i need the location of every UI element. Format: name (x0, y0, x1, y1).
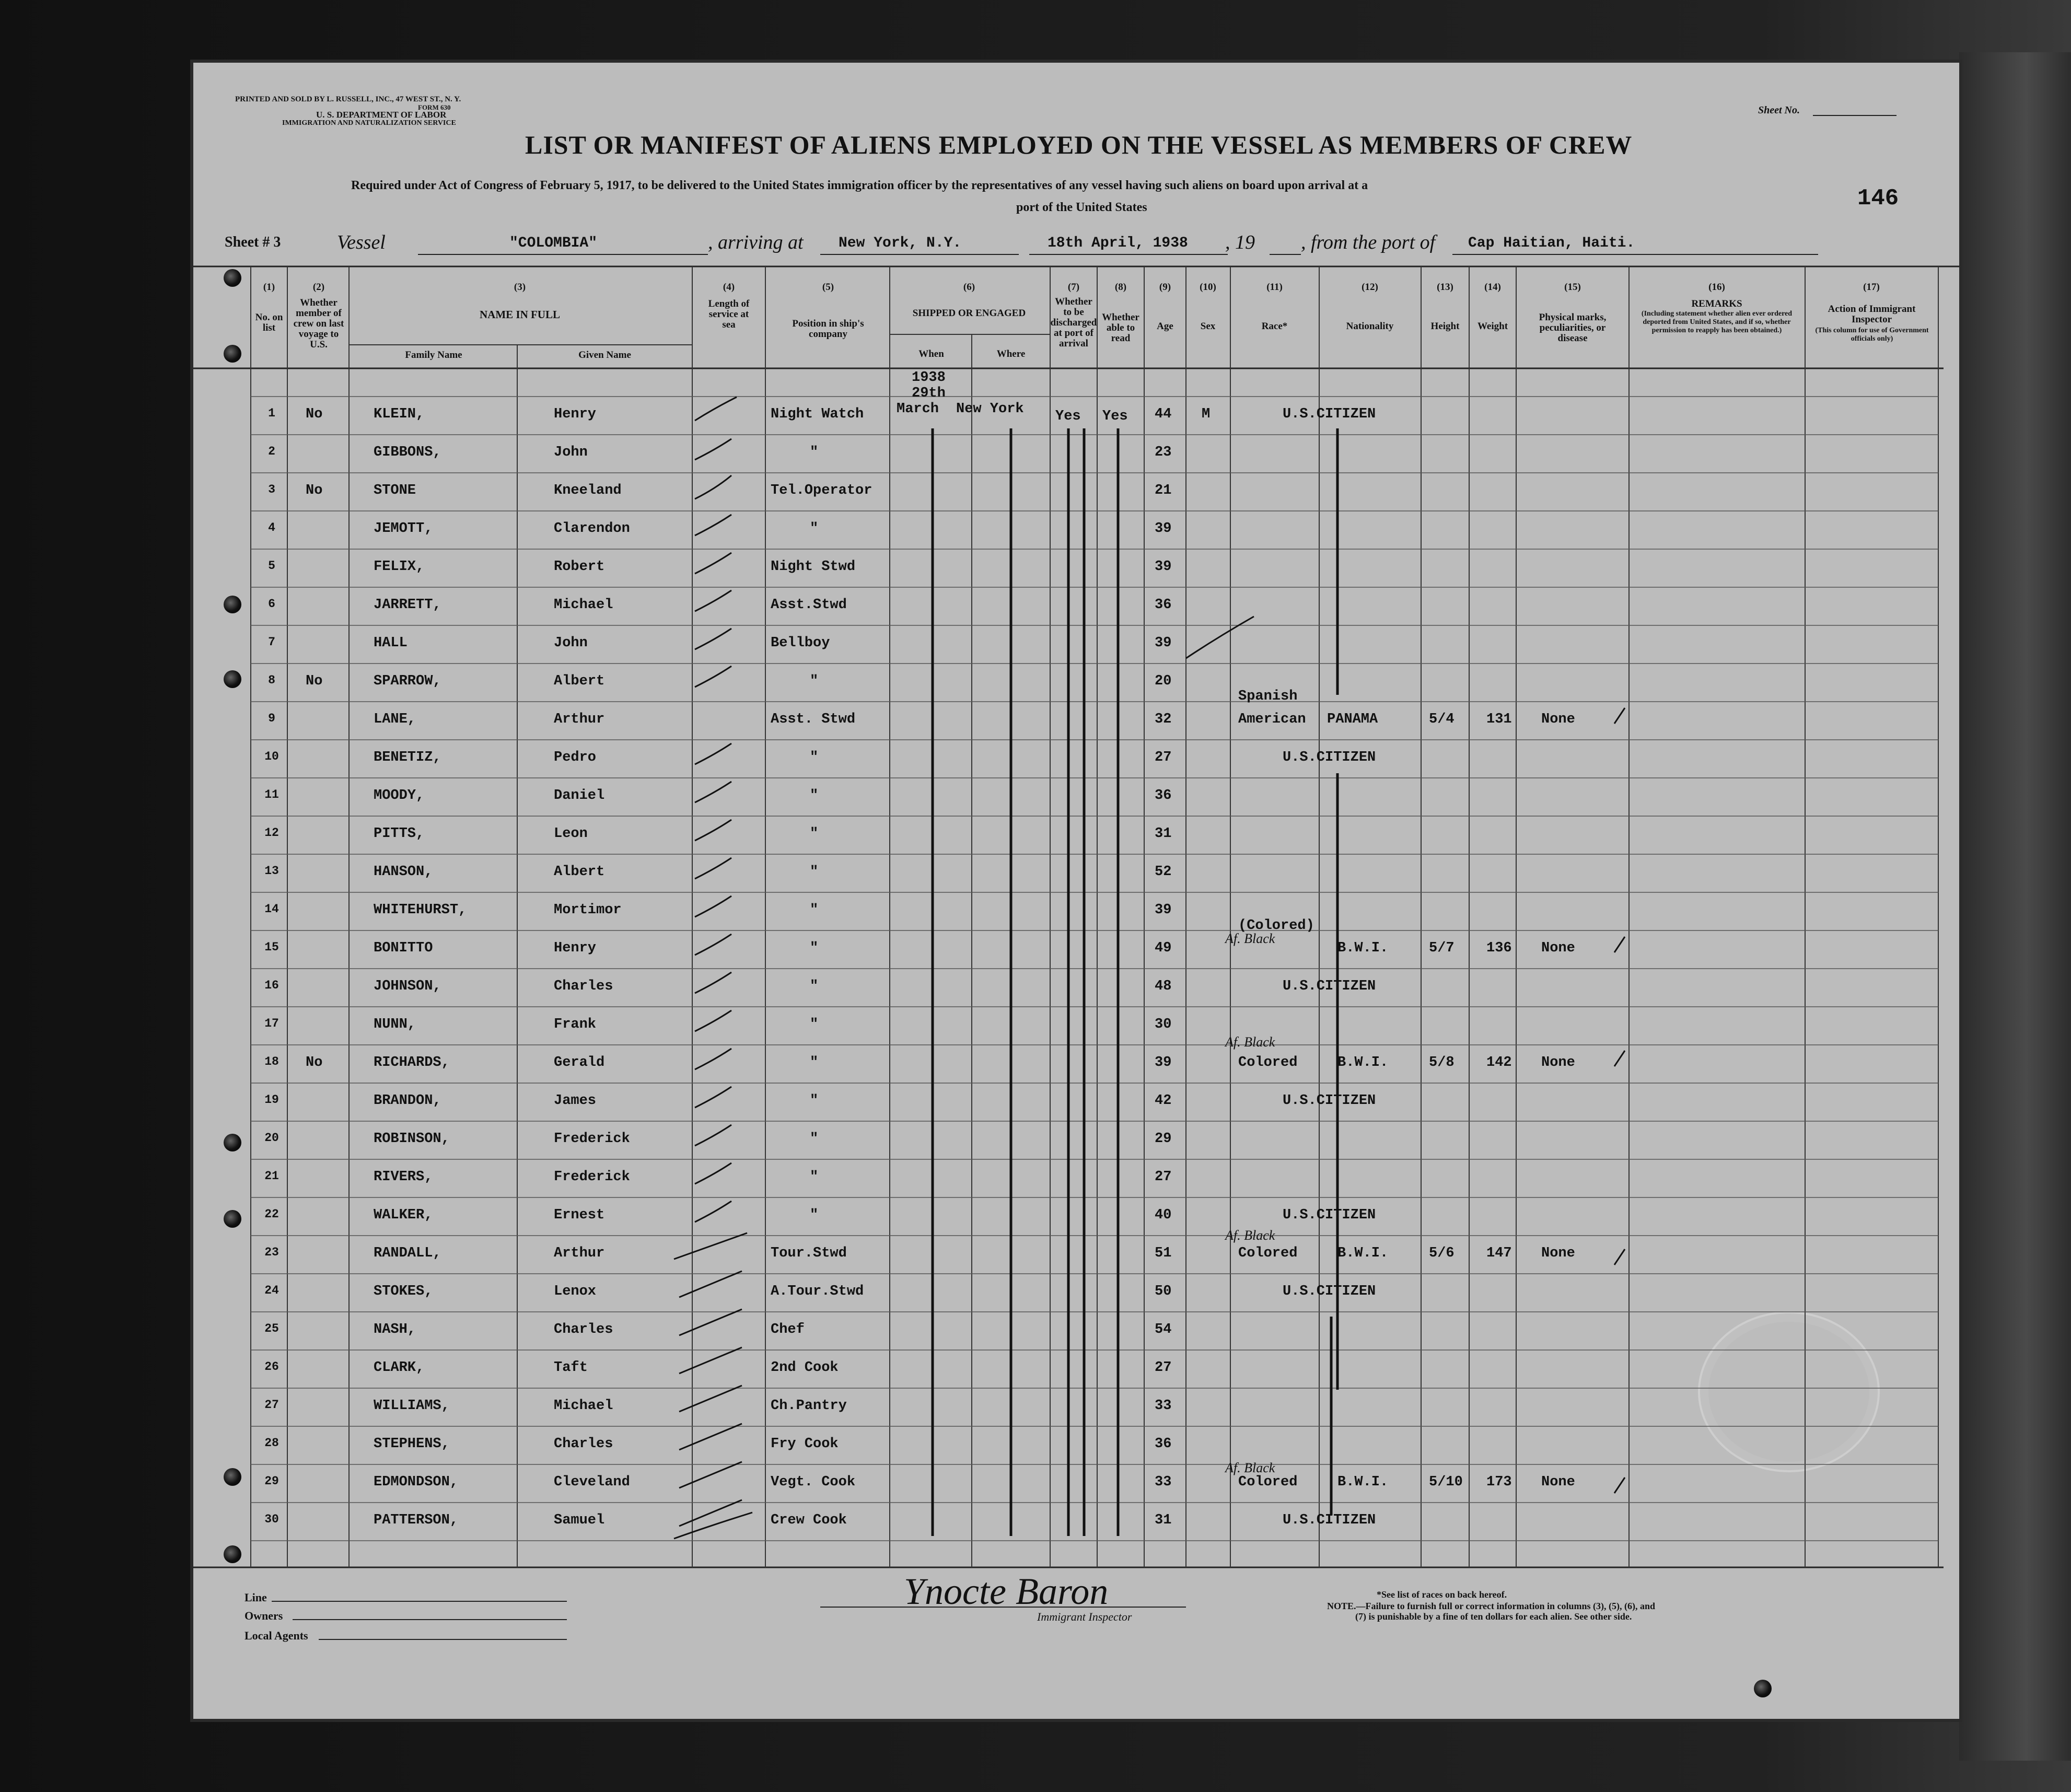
height: 5/8 (1429, 1055, 1455, 1070)
position: " (810, 902, 819, 918)
age: 31 (1155, 1512, 1172, 1528)
position: " (810, 1131, 819, 1147)
position: 2nd Cook (771, 1360, 839, 1376)
col8-num: (8) (1114, 282, 1127, 293)
given-name: Samuel (554, 1512, 605, 1528)
age: 44 (1155, 406, 1172, 422)
prev-voyage: No (306, 406, 323, 422)
position: " (810, 1169, 819, 1185)
col1-header: No. on list (255, 312, 283, 333)
prev-voyage: No (306, 1055, 323, 1070)
weight: 142 (1486, 1055, 1512, 1070)
race-handwritten-af-black: Af. Black (1225, 931, 1275, 946)
given-name: Arthur (554, 712, 605, 727)
position: " (810, 521, 819, 537)
position: Chef (771, 1322, 805, 1337)
footer-agents-rule (319, 1639, 567, 1640)
shipped-day: 29th (912, 386, 946, 401)
family-name: ROBINSON, (374, 1131, 450, 1147)
family-name: BENETIZ, (374, 750, 441, 765)
given-name: Cleveland (554, 1474, 630, 1490)
discharged-yes: Yes (1055, 409, 1081, 424)
position: Night Stwd (771, 559, 856, 575)
col13-num: (13) (1437, 282, 1453, 293)
footer-owners-rule (293, 1619, 567, 1620)
given-name: Daniel (554, 788, 605, 804)
given-name: Robert (554, 559, 605, 575)
shipped-month: March (897, 401, 939, 417)
col3-given-header: Given Name (578, 350, 631, 360)
given-name: Leon (554, 826, 588, 842)
race-colored-paren: (Colored) (1238, 918, 1314, 934)
physical-marks: None (1541, 1246, 1575, 1261)
note-line2: (7) is punishable by a fine of ten dollars for each alien. See other side. (1355, 1611, 1632, 1622)
row-number: 27 (264, 1398, 279, 1412)
nationality: B.W.I. (1337, 1055, 1389, 1070)
race: Colored (1238, 1246, 1298, 1261)
age: 33 (1155, 1398, 1172, 1414)
col3-num: (3) (514, 282, 526, 293)
position: A.Tour.Stwd (771, 1284, 864, 1299)
position: " (810, 826, 819, 842)
col15-num: (15) (1564, 282, 1581, 293)
sheet-no-label: Sheet No. (1758, 104, 1800, 116)
nationality: B.W.I. (1337, 1474, 1389, 1490)
age: 20 (1155, 673, 1172, 689)
given-name: Frank (554, 1017, 597, 1032)
row-number: 9 (268, 712, 275, 725)
given-name: Michael (554, 1398, 613, 1414)
physical-marks: None (1541, 940, 1575, 956)
col6-where-header: Where (996, 348, 1026, 359)
physical-marks: None (1541, 1474, 1575, 1490)
nationality: U.S.CITIZEN (1283, 750, 1376, 765)
position: Night Watch (771, 406, 864, 422)
department-line: U. S. DEPARTMENT OF LABOR (316, 110, 447, 120)
family-name: HALL (374, 635, 408, 651)
family-name: EDMONDSON, (374, 1474, 459, 1490)
family-name: SPARROW, (374, 673, 441, 689)
year-label: , 19 (1225, 231, 1255, 253)
row-number: 19 (264, 1093, 279, 1107)
age: 39 (1155, 902, 1172, 918)
note-races: *See list of races on back hereof. (1377, 1589, 1507, 1600)
given-name: Frederick (554, 1169, 630, 1185)
family-name: WILLIAMS, (374, 1398, 450, 1414)
able-to-read-yes: Yes (1102, 409, 1128, 424)
given-name: Kneeland (554, 483, 622, 498)
given-name: Frederick (554, 1131, 630, 1147)
given-name: Albert (554, 673, 605, 689)
position: Asst.Stwd (771, 597, 847, 613)
age: 30 (1155, 1017, 1172, 1032)
col10-num: (10) (1200, 282, 1216, 293)
nationality: U.S.CITIZEN (1283, 1284, 1376, 1299)
row-number: 30 (264, 1512, 279, 1526)
age: 39 (1155, 1055, 1172, 1070)
given-name: Clarendon (554, 521, 630, 537)
sex: M (1202, 406, 1211, 422)
race-handwritten-af-black: Af. Black (1225, 1034, 1275, 1050)
position: " (810, 750, 819, 765)
family-name: HANSON, (374, 864, 433, 880)
col2-header: Whether member of crew on last voyage to U.S. (293, 297, 344, 350)
age: 29 (1155, 1131, 1172, 1147)
col17-num: (17) (1863, 282, 1880, 293)
shipped-where: New York (956, 401, 1024, 417)
arriving-label: , arriving at (708, 231, 804, 253)
row-number: 1 (268, 406, 275, 420)
col2-num: (2) (312, 282, 325, 293)
col16-subheader: (Including statement whether alien ever ordered deported from United States, and if so, whether permission to reapply has been obtained.) (1641, 310, 1793, 334)
position: " (810, 864, 819, 880)
age: 33 (1155, 1474, 1172, 1490)
row-number: 23 (264, 1246, 279, 1259)
family-name: RICHARDS, (374, 1055, 450, 1070)
given-name: Mortimor (554, 902, 622, 918)
col5-header: Position in ship's company (792, 318, 864, 340)
position: " (810, 788, 819, 804)
row-number: 15 (264, 940, 279, 954)
age: 40 (1155, 1207, 1172, 1223)
form-label: FORM 630 (418, 103, 451, 111)
height: 5/7 (1429, 940, 1455, 956)
age: 54 (1155, 1322, 1172, 1337)
weight: 136 (1486, 940, 1512, 956)
col5-num: (5) (822, 282, 834, 293)
given-name: Pedro (554, 750, 597, 765)
inspector-label: Immigrant Inspector (1037, 1610, 1132, 1623)
position: " (810, 1055, 819, 1070)
row-number: 13 (264, 864, 279, 878)
age: 39 (1155, 559, 1172, 575)
row-number: 29 (264, 1474, 279, 1488)
family-name: GIBBONS, (374, 445, 441, 460)
physical-marks: None (1541, 712, 1575, 727)
age: 48 (1155, 979, 1172, 994)
family-name: NUNN, (374, 1017, 416, 1032)
age: 52 (1155, 864, 1172, 880)
age: 31 (1155, 826, 1172, 842)
given-name: Taft (554, 1360, 588, 1376)
position: Vegt. Cook (771, 1474, 856, 1490)
given-name: John (554, 635, 588, 651)
position: Bellboy (771, 635, 830, 651)
col6-num: (6) (963, 282, 975, 293)
position: Ch.Pantry (771, 1398, 847, 1414)
col4-num: (4) (723, 282, 735, 293)
family-name: PITTS, (374, 826, 425, 842)
col4-header: Length of service at sea (708, 298, 750, 330)
page-title: LIST OR MANIFEST OF ALIENS EMPLOYED ON THE VESSEL AS MEMBERS OF CREW (525, 130, 1633, 159)
col9-num: (9) (1159, 282, 1171, 293)
col14-header: Weight (1477, 321, 1508, 332)
race: American (1238, 712, 1306, 727)
position: Asst. Stwd (771, 712, 856, 727)
col17-header: Action of Immigrant Inspector (1828, 304, 1916, 325)
row-number: 18 (264, 1055, 279, 1068)
position: Fry Cook (771, 1436, 839, 1452)
family-name: JOHNSON, (374, 979, 441, 994)
family-name: RIVERS, (374, 1169, 433, 1185)
nationality: PANAMA (1327, 712, 1378, 727)
row-number: 7 (268, 635, 275, 649)
nationality: B.W.I. (1337, 1246, 1389, 1261)
col11-num: (11) (1266, 282, 1283, 293)
position: " (810, 673, 819, 689)
given-name: Charles (554, 979, 613, 994)
prev-voyage: No (306, 673, 323, 689)
position: " (810, 1017, 819, 1032)
row-number: 28 (264, 1436, 279, 1450)
inspector-signature: Ynocte Baron (904, 1570, 1109, 1612)
col8-header: Whether able to read (1102, 312, 1139, 344)
nationality: U.S.CITIZEN (1283, 979, 1376, 994)
row-number: 26 (264, 1360, 279, 1374)
age: 36 (1155, 788, 1172, 804)
family-name: MOODY, (374, 788, 425, 804)
family-name: JEMOTT, (374, 521, 433, 537)
row-number: 5 (268, 559, 275, 573)
col1-num: (1) (263, 282, 275, 293)
age: 42 (1155, 1093, 1172, 1109)
age: 51 (1155, 1246, 1172, 1261)
row-number: 20 (264, 1131, 279, 1145)
col14-num: (14) (1484, 282, 1501, 293)
row-number: 24 (264, 1284, 279, 1297)
col3-header: NAME IN FULL (479, 308, 560, 321)
weight: 147 (1486, 1246, 1512, 1261)
race-spanish: Spanish (1238, 689, 1298, 704)
footer-line-rule (272, 1601, 567, 1602)
position: " (810, 1207, 819, 1223)
col15-header: Physical marks, peculiarities, or disease (1539, 312, 1607, 344)
row-number: 4 (268, 521, 275, 534)
row-number: 22 (264, 1207, 279, 1221)
nationality: U.S.CITIZEN (1283, 1207, 1376, 1223)
family-name: STOKES, (374, 1284, 433, 1299)
family-name: WALKER, (374, 1207, 433, 1223)
row-number: 25 (264, 1322, 279, 1335)
race: Colored (1238, 1474, 1298, 1490)
subtitle-line1: Required under Act of Congress of February 5, 1917, to be delivered to the United States immigration officer by the representatives of any vessel having such aliens on board upon arrival at a (351, 179, 1368, 192)
weight: 131 (1486, 712, 1512, 727)
page-number: 146 (1857, 185, 1899, 212)
given-name: Charles (554, 1436, 613, 1452)
family-name: FELIX, (374, 559, 425, 575)
row-number: 10 (264, 750, 279, 763)
row-number: 2 (268, 445, 275, 458)
position: " (810, 445, 819, 460)
row-number: 16 (264, 979, 279, 992)
col13-header: Height (1430, 321, 1460, 332)
col9-header: Age (1157, 321, 1173, 332)
family-name: NASH, (374, 1322, 416, 1337)
footer-owners-label: Owners (245, 1609, 283, 1622)
given-name: Ernest (554, 1207, 605, 1223)
age: 49 (1155, 940, 1172, 956)
age: 36 (1155, 1436, 1172, 1452)
col11-header: Race* (1261, 321, 1288, 332)
position: " (810, 940, 819, 956)
family-name: WHITEHURST, (374, 902, 467, 918)
nationality: U.S.CITIZEN (1283, 1512, 1376, 1528)
position: " (810, 979, 819, 994)
col6-header: SHIPPED OR ENGAGED (912, 308, 1026, 319)
position: Tel.Operator (771, 483, 872, 498)
nationality: U.S.CITIZEN (1283, 1093, 1376, 1109)
age: 27 (1155, 1360, 1172, 1376)
col17-subheader: (This column for use of Government officials only) (1815, 327, 1929, 343)
row-number: 6 (268, 597, 275, 611)
col3-family-header: Family Name (405, 350, 462, 360)
given-name: Henry (554, 940, 597, 956)
printer-line: PRINTED AND SOLD BY L. RUSSELL, INC., 47 WEST ST., N. Y. (235, 95, 461, 103)
age: 39 (1155, 635, 1172, 651)
given-name: Henry (554, 406, 597, 422)
age: 27 (1155, 750, 1172, 765)
race-handwritten-af-black: Af. Black (1225, 1228, 1275, 1243)
height: 5/6 (1429, 1246, 1455, 1261)
col7-header: Whether to be discharged at port of arrival (1050, 296, 1097, 349)
given-name: Arthur (554, 1246, 605, 1261)
footer-agents-label: Local Agents (245, 1629, 308, 1642)
from-port-label: , from the port of (1301, 231, 1436, 253)
nationality: U.S.CITIZEN (1283, 406, 1376, 422)
age: 50 (1155, 1284, 1172, 1299)
family-name: PATTERSON, (374, 1512, 459, 1528)
weight: 173 (1486, 1474, 1512, 1490)
row-number: 11 (264, 788, 279, 801)
family-name: LANE, (374, 712, 416, 727)
family-name: STEPHENS, (374, 1436, 450, 1452)
row-number: 8 (268, 673, 275, 687)
age: 39 (1155, 521, 1172, 537)
col16-header: REMARKS (1691, 298, 1742, 309)
shipped-year: 1938 (912, 370, 946, 386)
age: 21 (1155, 483, 1172, 498)
service-line: IMMIGRATION AND NATURALIZATION SERVICE (282, 119, 456, 127)
age: 27 (1155, 1169, 1172, 1185)
col12-header: Nationality (1346, 321, 1394, 332)
prev-voyage: No (306, 483, 323, 498)
given-name: Gerald (554, 1055, 605, 1070)
row-number: 21 (264, 1169, 279, 1183)
family-name: BRANDON, (374, 1093, 441, 1109)
row-number: 12 (264, 826, 279, 840)
given-name: John (554, 445, 588, 460)
position: Crew Cook (771, 1512, 847, 1528)
row-number: 17 (264, 1017, 279, 1030)
given-name: Albert (554, 864, 605, 880)
col16-num: (16) (1708, 282, 1725, 293)
height: 5/10 (1429, 1474, 1463, 1490)
vessel-name: "COLOMBIA" (509, 235, 598, 251)
given-name: Michael (554, 597, 613, 613)
family-name: BONITTO (374, 940, 433, 956)
race-handwritten-af-black: Af. Black (1225, 1460, 1275, 1475)
col12-num: (12) (1362, 282, 1378, 293)
family-name: STONE (374, 483, 416, 498)
height: 5/4 (1429, 712, 1455, 727)
family-name: RANDALL, (374, 1246, 441, 1261)
position: " (810, 1093, 819, 1109)
subtitle-line2: port of the United States (1016, 201, 1147, 214)
row-number: 3 (268, 483, 275, 496)
signature-line (820, 1607, 1186, 1608)
physical-marks: None (1541, 1055, 1575, 1070)
from-port: Cap Haitian, Haiti. (1468, 235, 1635, 251)
age: 36 (1155, 597, 1172, 613)
family-name: JARRETT, (374, 597, 441, 613)
arriving-port: New York, N.Y. (839, 235, 962, 251)
given-name: Lenox (554, 1284, 597, 1299)
race: Colored (1238, 1055, 1298, 1070)
col10-header: Sex (1200, 321, 1216, 332)
footer-line-label: Line (245, 1591, 267, 1604)
given-name: James (554, 1093, 597, 1109)
sheet-number: Sheet # 3 (225, 234, 281, 250)
col7-num: (7) (1067, 282, 1080, 293)
arrival-date: 18th April, 1938 (1048, 235, 1188, 251)
note-line1: NOTE.—Failure to furnish full or correct information in columns (3), (5), (6), and (1327, 1601, 1655, 1611)
col6-when-header: When (918, 348, 944, 359)
family-name: CLARK, (374, 1360, 425, 1376)
age: 32 (1155, 712, 1172, 727)
family-name: KLEIN, (374, 406, 425, 422)
age: 23 (1155, 445, 1172, 460)
nationality: B.W.I. (1337, 940, 1389, 956)
vessel-label: Vessel (337, 231, 386, 253)
given-name: Charles (554, 1322, 613, 1337)
row-number: 14 (264, 902, 279, 916)
position: Tour.Stwd (771, 1246, 847, 1261)
